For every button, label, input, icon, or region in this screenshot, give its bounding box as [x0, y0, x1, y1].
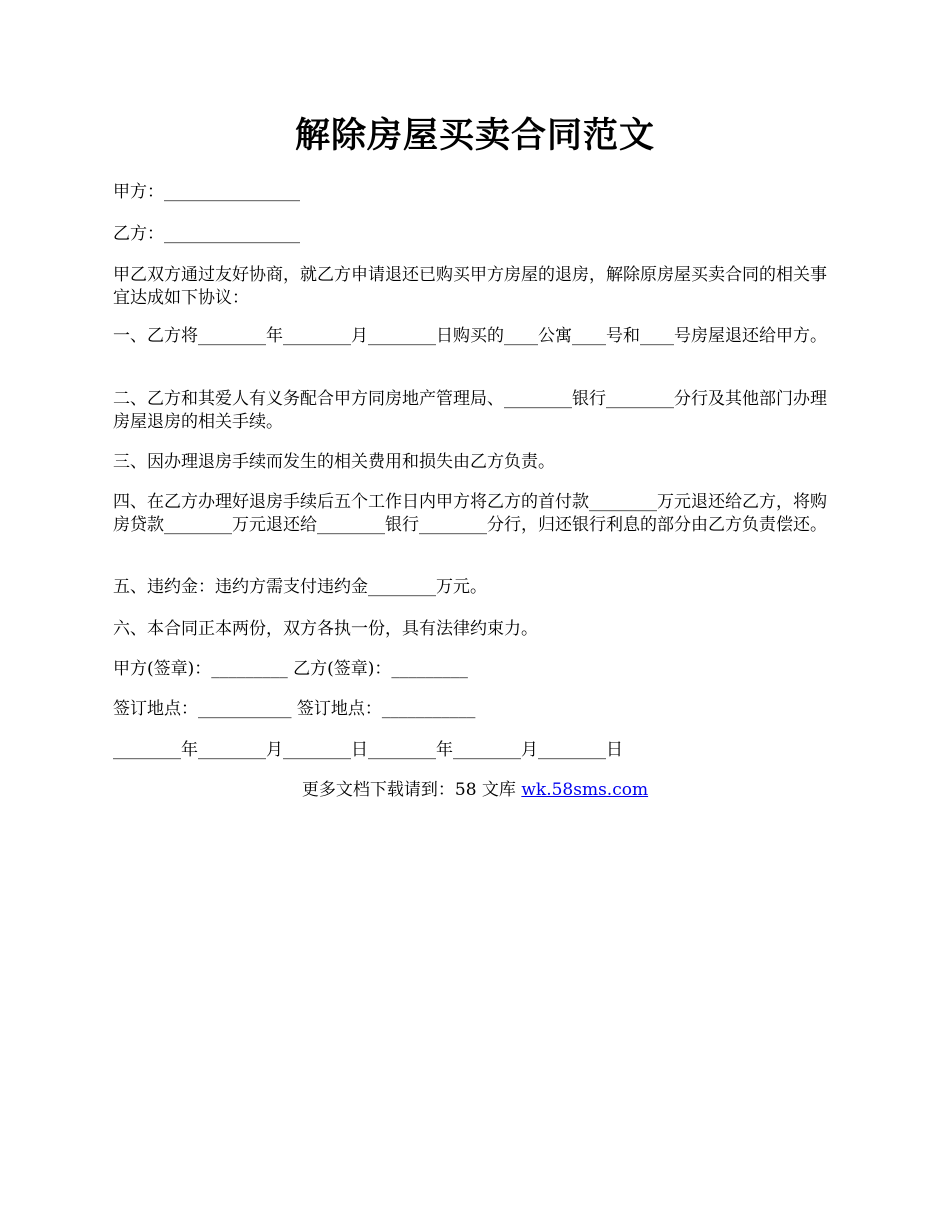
- document-title: 解除房屋买卖合同范文: [294, 115, 655, 156]
- party-b-line: 乙方：________________: [113, 224, 300, 244]
- footer-link[interactable]: wk.58sms.com: [521, 780, 649, 800]
- signing-place-line: 签订地点：___________ 签订地点：___________: [113, 699, 476, 719]
- clause-5: 五、违约金：违约方需支付违约金________万元。: [113, 577, 487, 597]
- clause-6: 六、本合同正本两份，双方各执一份，具有法律约束力。: [113, 619, 538, 639]
- clause-1: 一、乙方将________年________月________日购买的____公寓____号和____号房屋退还给甲方。: [113, 326, 827, 346]
- download-footer: [0, 779, 950, 802]
- signature-line: 甲方(签章)：_________ 乙方(签章)：_________: [113, 659, 468, 679]
- clause-3: 三、因办理退房手续而发生的相关费用和损失由乙方负责。: [113, 452, 555, 472]
- clause-2: 二、乙方和其爱人有义务配合甲方同房地产管理局、________银行________分行及其他部门办理房屋退房的相关手续。: [113, 389, 827, 432]
- signing-date-line: ________年________月________日________年________月________日: [113, 740, 623, 760]
- party-a-line: 甲方：________________: [113, 182, 300, 202]
- footer-text: 更多文档下载请到：58 文库: [301, 780, 522, 800]
- clause-4: 四、在乙方办理好退房手续后五个工作日内甲方将乙方的首付款________万元退还给乙方，将购房贷款________万元退还给________银行________分行，归还银行利息的部分由乙方负责偿还。: [113, 492, 827, 535]
- preamble-paragraph: 甲乙双方通过友好协商，就乙方申请退还已购买甲方房屋的退房，解除原房屋买卖合同的相关事宜达成如下协议：: [113, 265, 827, 308]
